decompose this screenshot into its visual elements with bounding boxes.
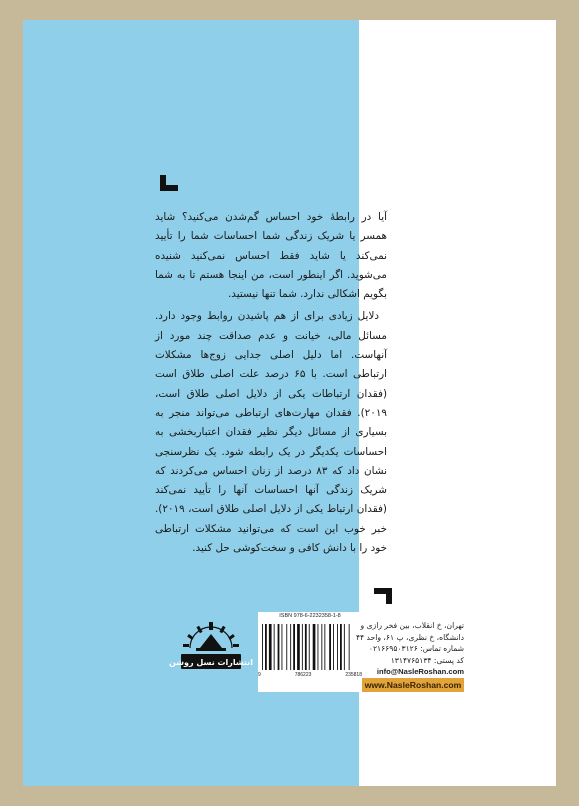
postal-code: کد پستی: ۱۳۱۴۷۶۵۱۳۴ — [390, 655, 464, 665]
email-address: info@NasleRoshan.com — [376, 667, 464, 676]
phone-number: شماره تماس: ۰۲۱۶۶۹۵۰۳۱۲۶ — [368, 644, 464, 653]
barcode-icon — [258, 624, 362, 670]
address-line: دانشگاه، خ نظری، پ ۶۱، واحد ۴۴ — [355, 632, 464, 642]
barcode-digits — [258, 672, 362, 678]
corner-bracket-top-icon — [160, 175, 178, 191]
barcode-digit-group: 235818 — [345, 672, 362, 678]
blurb-paragraph-2: دلایل زیادی برای از هم پاشیدن روابط وجود دارد. مسائل مالی، خیانت و عدم صداقت چند مورد از آنهاست. اما دلیل اصلی جدایی زوج‌ها مشکلات ارتباطی است. با ۶۵ درصد علت اصلی طلاق است (فقدان ارتباطات یکی از دلایل اصلی طلاق است، ۲۰۱۹). فقدان مهارت‌های ارتباطی می‌تواند منجر به بسیاری از مسائل دیگر نظیر فقدان اعتباربخشی به احساسات یکدیگر در یک رابطه شود. یک نظرسنجی نشان داد که ۸۳ درصد از زنان احساس می‌کردند که شریک زندگی آنها احساسات آنها را تأیید نمی‌کند (فقدان ارتباط یکی از دلایل اصلی طلاق است، ۲۰۱۹). خبر خوب این است که می‌توانید مشکلات ارتباطی خود را با دانش کافی و سخت‌کوشی حل کنید. — [155, 310, 388, 555]
blurb — [155, 208, 387, 558]
website-link[interactable]: www.NasleRoshan.com — [362, 678, 464, 692]
publisher-contact — [355, 620, 464, 678]
address-line: تهران، خ انقلاب، بین فخر رازی و — [360, 621, 464, 630]
publisher-logo-text: انتشارات نسل روشن — [168, 658, 254, 667]
corner-bracket-bottom-icon — [374, 588, 392, 604]
isbn-label: ISBN 978-6-2232358-1-8 — [279, 613, 341, 619]
blurb-paragraph-1: آیا در رابطهٔ خود احساس گم‌شدن می‌کنید؟ شاید همسر یا شریک زندگی شما احساسات شما را تأیید نمی‌کند یا شاید فقط احساس نمی‌کنید شنیده می‌شوید. اگر اینطور است، من اینجا هستم تا به شما بگویم اشکالی ندارد. شما تنها نیستید. — [155, 211, 387, 301]
barcode-digit-group: 9 — [258, 672, 261, 678]
barcode-digit-group: 786223 — [294, 672, 312, 678]
publisher-logo-icon — [168, 618, 254, 674]
